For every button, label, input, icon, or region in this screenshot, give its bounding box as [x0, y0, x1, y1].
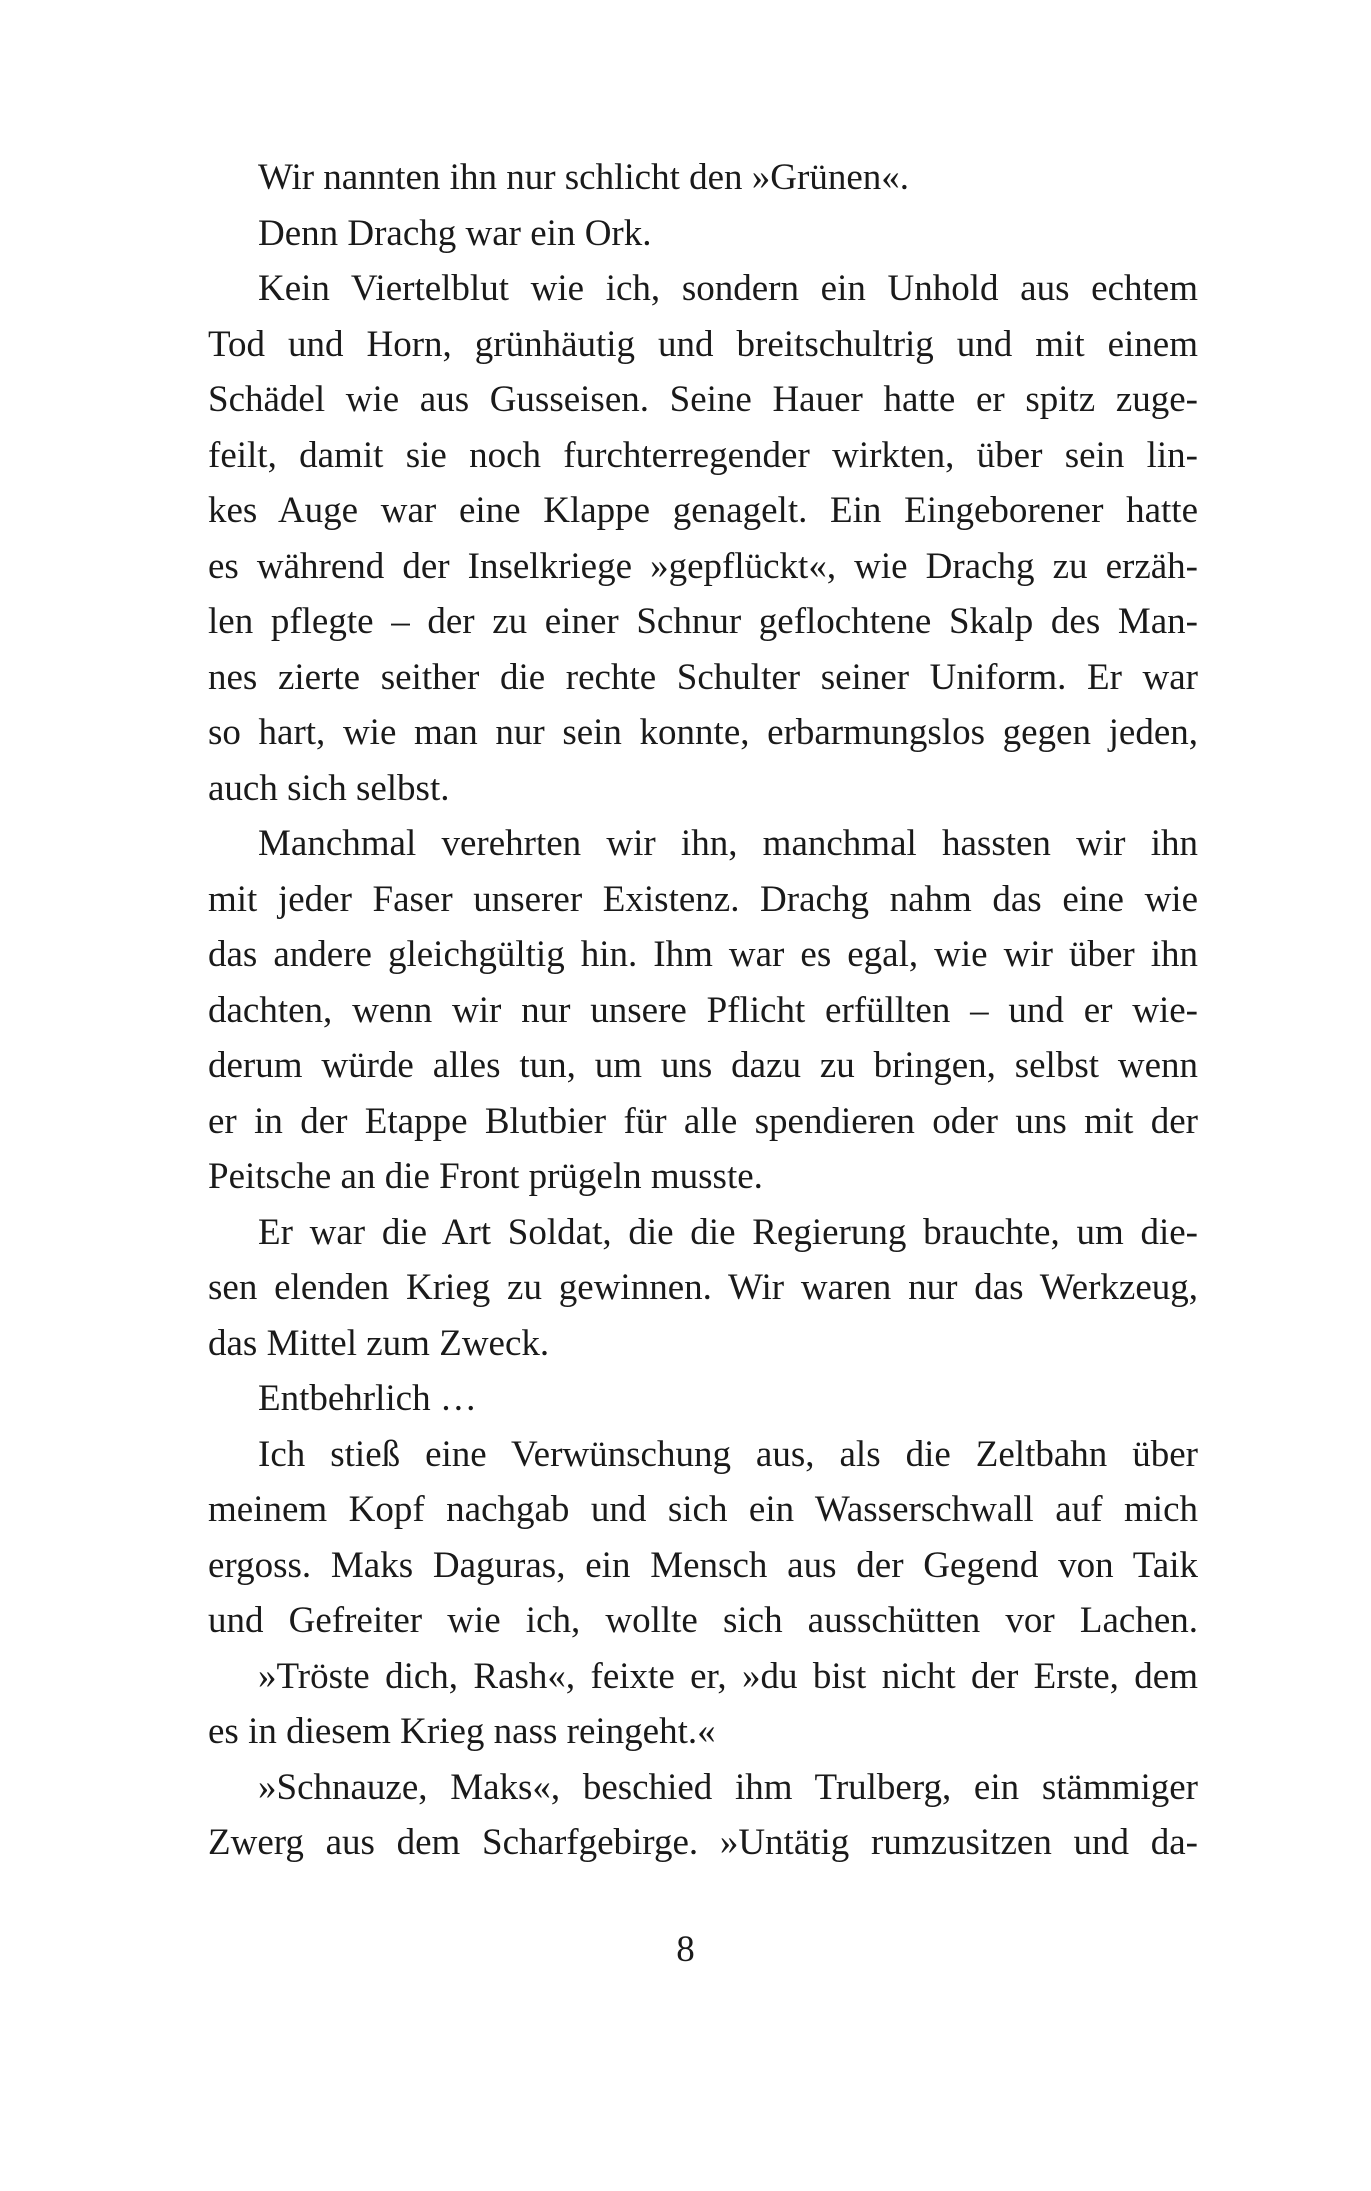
text-line: mit jeder Faser unserer Existenz. Drachg nahm das eine wie	[208, 878, 1198, 920]
text-line: »Tröste dich, Rash«, feixte er, »du bist nicht der Erste, dem	[258, 1655, 1198, 1697]
text-line: »Schnauze, Maks«, beschied ihm Trulberg, ein stämmiger	[258, 1766, 1198, 1808]
text-line: Peitsche an die Front prügeln musste.	[208, 1156, 763, 1197]
text-line: Wir nannten ihn nur schlicht den »Grünen«.	[258, 157, 909, 198]
text-line: len pflegte – der zu einer Schnur geflochtene Skalp des Man-	[208, 601, 1198, 642]
text-line: feilt, damit sie noch furchterregender wirkten, über sein lin-	[208, 434, 1198, 476]
text-line: dachten, wenn wir nur unsere Pflicht erfüllten – und er wie-	[208, 989, 1198, 1031]
page-number: 8	[676, 1929, 695, 1970]
text-line: das andere gleichgültig hin. Ihm war es egal, wie wir über ihn	[208, 934, 1198, 975]
text-line: Zwerg aus dem Scharfgebirge. »Untätig rumzusitzen und da-	[208, 1822, 1198, 1863]
text-line: Entbehrlich …	[258, 1378, 477, 1419]
text-line: auch sich selbst.	[208, 767, 450, 809]
text-line: kes Auge war eine Klappe genagelt. Ein Eingeborener hatte	[208, 490, 1198, 531]
text-line: Schädel wie aus Gusseisen. Seine Hauer hatte er spitz zuge-	[208, 379, 1198, 420]
text-line: Ich stieß eine Verwünschung aus, als die Zeltbahn über	[258, 1433, 1198, 1475]
text-line: er in der Etappe Blutbier für alle spendieren oder uns mit der	[208, 1100, 1198, 1142]
text-line: es während der Inselkriege »gepflückt«, wie Drachg zu erzäh-	[208, 545, 1198, 587]
text-line: Denn Drachg war ein Ork.	[258, 212, 652, 254]
text-line: Kein Viertelblut wie ich, sondern ein Unhold aus echtem	[258, 268, 1198, 309]
text-line: Er war die Art Soldat, die die Regierung brauchte, um die-	[258, 1211, 1198, 1253]
text-line: nes zierte seither die rechte Schulter seiner Uniform. Er war	[208, 656, 1198, 698]
text-line: das Mittel zum Zweck.	[208, 1322, 550, 1364]
body-text	[208, 150, 1198, 1871]
text-line: meinem Kopf nachgab und sich ein Wasserschwall auf mich	[208, 1489, 1198, 1530]
text-line: ergoss. Maks Daguras, ein Mensch aus der Gegend von Taik	[208, 1544, 1198, 1586]
text-line: derum würde alles tun, um uns dazu zu bringen, selbst wenn	[208, 1045, 1198, 1086]
text-line: und Gefreiter wie ich, wollte sich ausschütten vor Lachen.	[208, 1600, 1198, 1641]
text-line: Tod und Horn, grünhäutig und breitschultrig und mit einem	[208, 323, 1198, 365]
text-line: so hart, wie man nur sein konnte, erbarmungslos gegen jeden,	[208, 712, 1198, 753]
text-line: es in diesem Krieg nass reingeht.«	[208, 1711, 716, 1752]
text-line: sen elenden Krieg zu gewinnen. Wir waren nur das Werkzeug,	[208, 1267, 1198, 1308]
text-line: Manchmal verehrten wir ihn, manchmal hassten wir ihn	[258, 823, 1198, 864]
